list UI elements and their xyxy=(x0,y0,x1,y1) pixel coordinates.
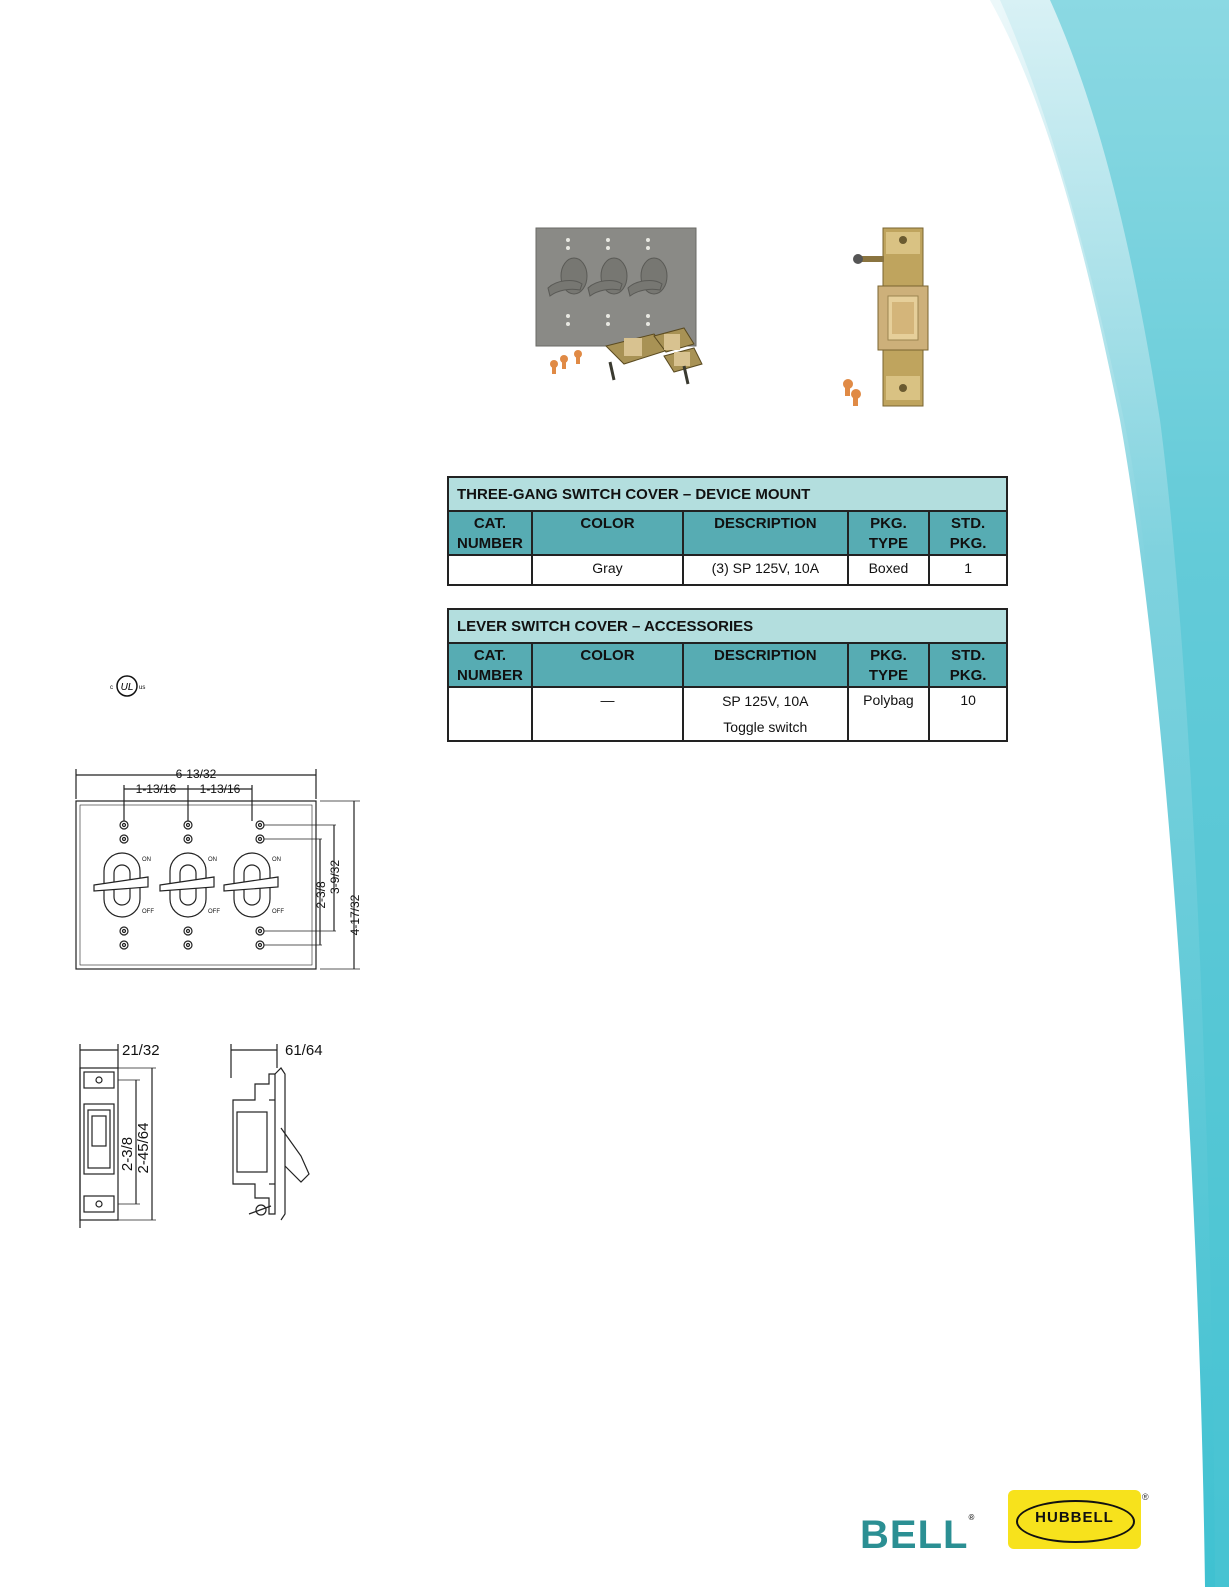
svg-text:us: us xyxy=(139,685,146,691)
ul-listed-icon xyxy=(110,673,154,701)
header-cat-number: CAT. NUMBER xyxy=(448,511,532,555)
dim-mid: 3-9/32 xyxy=(328,859,342,895)
hubbell-logo-text: HUBBELL xyxy=(1035,1509,1114,1526)
cell-description: SP 125V, 10A Toggle switch xyxy=(683,687,847,741)
header-std-pkg: STD. PKG. xyxy=(929,511,1007,555)
header-description: DESCRIPTION xyxy=(683,511,848,555)
table-title: THREE-GANG SWITCH COVER – DEVICE MOUNT xyxy=(448,477,1007,511)
off-label: OFF xyxy=(142,909,154,915)
table-title: LEVER SWITCH COVER – ACCESSORIES xyxy=(448,609,1007,643)
header-color: COLOR xyxy=(532,643,683,687)
dim-overall-width: 6-13/32 xyxy=(175,767,217,781)
toggle-switch-photo xyxy=(838,226,948,416)
cell-color: — xyxy=(532,687,683,741)
switch-front-dimension-drawing xyxy=(72,1038,172,1228)
on-label: ON xyxy=(142,857,151,863)
dim-switch-height-outer: 2-45/64 xyxy=(135,1122,152,1174)
three-gang-table xyxy=(447,476,1008,586)
cell-cat xyxy=(448,687,532,741)
hubbell-registered-mark: ® xyxy=(1142,1492,1149,1502)
dim-switch-depth: 61/64 xyxy=(285,1042,323,1059)
header-pkg-type: PKG. TYPE xyxy=(848,511,930,555)
bell-logo: BELL® xyxy=(860,1513,976,1557)
header-cat-number: CAT. NUMBER xyxy=(448,643,532,687)
cell-pkg-type: Boxed xyxy=(848,555,930,585)
hubbell-logo xyxy=(1008,1490,1141,1549)
cell-color: Gray xyxy=(532,555,683,585)
table-row xyxy=(448,687,1007,741)
svg-text:ON: ON xyxy=(208,857,217,863)
cell-pkg-type: Polybag xyxy=(848,687,930,741)
svg-text:OFF: OFF xyxy=(272,909,284,915)
dim-inner: 2-3/8 xyxy=(314,881,328,909)
cell-cat xyxy=(448,555,532,585)
header-pkg-type: PKG. TYPE xyxy=(848,643,930,687)
header-description: DESCRIPTION xyxy=(683,643,847,687)
switch-side-dimension-drawing xyxy=(225,1038,335,1228)
dim-spacing-2: 1-13/16 xyxy=(199,782,241,796)
table-row xyxy=(448,555,1007,585)
three-gang-cover-photo xyxy=(534,226,704,401)
three-gang-dimension-drawing xyxy=(64,765,374,985)
cell-std-pkg: 10 xyxy=(929,687,1007,741)
cell-description: (3) SP 125V, 10A xyxy=(683,555,848,585)
header-color: COLOR xyxy=(532,511,683,555)
svg-text:OFF: OFF xyxy=(208,909,220,915)
svg-text:c: c xyxy=(110,685,113,691)
dim-switch-width: 21/32 xyxy=(122,1042,160,1059)
dim-spacing-1: 1-13/16 xyxy=(135,782,177,796)
dim-height: 4-17/32 xyxy=(348,894,362,936)
svg-text:UL: UL xyxy=(120,682,134,693)
cell-std-pkg: 1 xyxy=(929,555,1007,585)
header-std-pkg: STD. PKG. xyxy=(929,643,1007,687)
dim-switch-height-inner: 2-3/8 xyxy=(119,1136,136,1172)
lever-accessories-table xyxy=(447,608,1008,742)
svg-text:ON: ON xyxy=(272,857,281,863)
